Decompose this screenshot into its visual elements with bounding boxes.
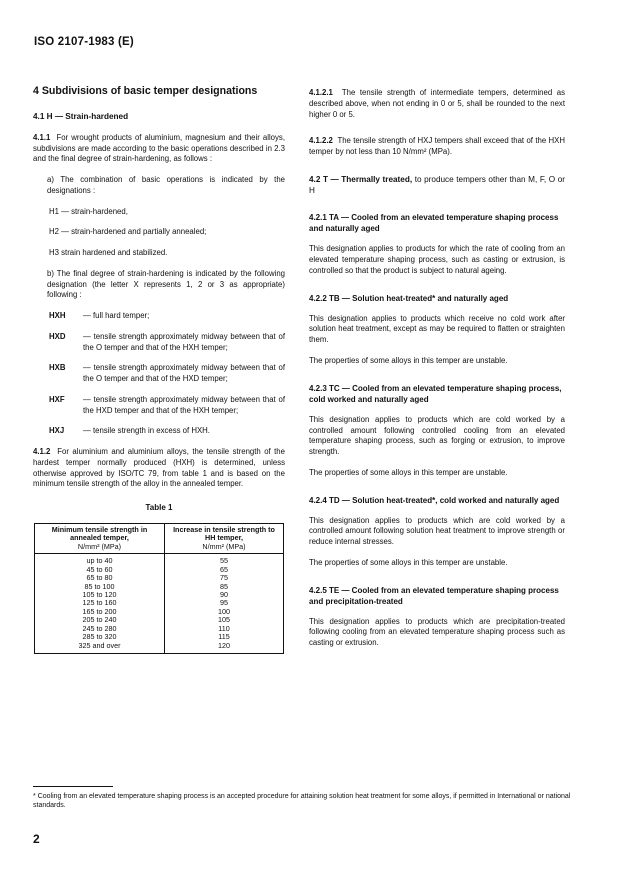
section-number: 4.1.2.1 <box>309 88 333 97</box>
annealed-strength-cell: 325 and over <box>35 642 165 654</box>
header-text: Increase in tensile strength to HH temper, <box>173 525 275 543</box>
section-4-2-3-note: The properties of some alloys in this temper are unstable. <box>309 467 508 477</box>
paragraph-text: The tensile strength of intermediate tempers, determined as described above, when not ending in 0 or 5, shall be rounded to the next higher 0 or 5. <box>309 88 565 119</box>
strength-increase-cell: 105 <box>164 616 283 624</box>
right-column <box>309 88 565 659</box>
section-4-2-4-note: The properties of some alloys in this temper are unstable. <box>309 557 508 567</box>
section-4-2-5-title: 4.2.5 TE — Cooled from an elevated temperature shaping process and precipitation-treated <box>309 585 559 606</box>
strength-increase-cell: 95 <box>164 599 283 607</box>
section-4-2-5-text: This designation applies to products which are precipitation-treated following cooling from an elevated temperature shaping process such as casting or extrusion. <box>309 616 565 648</box>
paragraph-text: For aluminium and aluminium alloys, the tensile strength of the hardest temper normally produced (HXH) is determined, unless otherwise approved by ISO/TC 79, from table 1 and is based on the minimum tensile strength of the alloy in the annealed temper. <box>33 447 285 489</box>
section-number: 4.1.1 <box>33 132 51 142</box>
document-header: ISO 2107-1983 (E) <box>34 36 134 48</box>
strength-increase-cell: 65 <box>164 566 283 574</box>
hx-text: — full hard temper; <box>83 311 150 321</box>
table-row <box>35 574 284 582</box>
strength-increase-cell: 55 <box>164 554 283 566</box>
table-header-cell <box>35 524 165 554</box>
footnote: * Cooling from an elevated temperature shaping process is an accepted procedure for attaining solution heat treatment for some alloys, if permitted in International or national standards. <box>33 793 571 810</box>
paragraph-text: to produce tempers other than M, F, O or H <box>309 174 565 196</box>
page-number: 2 <box>33 832 40 846</box>
footnote-rule <box>33 786 113 787</box>
section-number: 4.1.2.2 <box>309 136 333 146</box>
annealed-strength-cell: 45 to 60 <box>35 566 165 574</box>
tensile-strength-table <box>34 523 284 654</box>
section-number: 4.1.2 <box>33 447 51 457</box>
h2-item: H2 — strain-hardened and partially annealed; <box>49 227 207 237</box>
hx-key: HXB <box>49 363 66 373</box>
hx-item <box>49 426 285 437</box>
hx-key: HXJ <box>49 426 65 436</box>
annealed-strength-cell: 105 to 120 <box>35 591 165 599</box>
section-4-2-2-note: The properties of some alloys in this temper are unstable. <box>309 355 508 365</box>
annealed-strength-cell: 205 to 240 <box>35 616 165 624</box>
section-4-title: 4 Subdivisions of basic temper designations <box>33 85 258 97</box>
table-row <box>35 616 284 624</box>
annealed-strength-cell: up to 40 <box>35 554 165 566</box>
strength-increase-cell: 90 <box>164 591 283 599</box>
strength-increase-cell: 85 <box>164 583 283 591</box>
section-4-1-2-2 <box>309 136 565 158</box>
section-4-1-title: 4.1 H — Strain-hardened <box>33 111 129 121</box>
section-4-2-4-text: This designation applies to products which are cold worked by a controlled amount following solution heat treatment to improve strength or reduce internal stresses. <box>309 515 565 547</box>
section-4-2-1-title: 4.2.1 TA — Cooled from an elevated temperature shaping process and naturally aged <box>309 213 559 234</box>
annealed-strength-cell: 165 to 200 <box>35 608 165 616</box>
strength-increase-cell: 100 <box>164 608 283 616</box>
table-row <box>35 642 284 654</box>
section-4-2-2-text: This designation applies to products which receive no cold work after solution heat treatment, except as may be required to flatten or straighten them. <box>309 313 565 345</box>
paragraph-text: The tensile strength of HXJ tempers shall exceed that of the HXH temper by not less than 10 N/mm² (MPa). <box>309 136 565 156</box>
table-row <box>35 591 284 599</box>
item-a: a) The combination of basic operations is indicated by the designations : <box>47 175 285 195</box>
table-row <box>35 554 284 566</box>
header-unit: N/mm² (MPa) <box>77 541 122 551</box>
section-4-2-1-text: This designation applies to products for which the rate of cooling from an elevated temperature shaping process, such as casting or extrusion, is controlled so that the product is subject to natural ageing. <box>309 244 565 275</box>
annealed-strength-cell: 85 to 100 <box>35 583 165 591</box>
hx-text: — tensile strength approximately midway between that of the O temper and that of the HXD temper; <box>83 363 285 384</box>
table-row <box>35 625 284 633</box>
section-4-1-2-1 <box>309 88 565 120</box>
section-4-2 <box>309 174 565 197</box>
annealed-strength-cell: 245 to 280 <box>35 625 165 633</box>
h1-item: H1 — strain-hardened, <box>49 206 128 216</box>
hx-key: HXD <box>49 331 66 341</box>
hx-item <box>49 395 285 417</box>
header-unit: N/mm² (MPa) <box>202 541 246 551</box>
hx-item <box>49 311 285 322</box>
hx-text: — tensile strength approximately midway between that of the O temper and that of the HXH temper; <box>83 331 285 352</box>
section-4-2-2-title: 4.2.2 TB — Solution heat-treated* and naturally aged <box>309 293 509 303</box>
left-column <box>33 84 285 654</box>
table-row <box>35 608 284 616</box>
h3-item: H3 strain hardened and stabilized. <box>49 248 168 258</box>
strength-increase-cell: 115 <box>164 633 283 641</box>
table-row <box>35 633 284 641</box>
annealed-strength-cell: 125 to 160 <box>35 599 165 607</box>
hx-text: — tensile strength approximately midway between that of the HXD temper and that of the HXH temper; <box>83 394 285 415</box>
header-text: Minimum tensile strength in annealed temper, <box>51 525 148 543</box>
section-4-2-3-title: 4.2.3 TC — Cooled from an elevated temperature shaping process, cold worked and naturally aged <box>309 383 562 404</box>
paragraph-text: For wrought products of aluminium, magnesium and their alloys, subdivisions are made according to the basic operations described in 2.3 and the final degree of strain-hardening, as follows : <box>33 132 285 164</box>
hx-item <box>49 332 285 354</box>
table-row <box>35 566 284 574</box>
table-header-cell <box>164 524 283 554</box>
annealed-strength-cell: 285 to 320 <box>35 633 165 641</box>
hx-item <box>49 363 285 385</box>
strength-increase-cell: 110 <box>164 625 283 633</box>
item-b: b) The final degree of strain-hardening is indicated by the following designation (the letter X represents 1, 2 or 3 as appropriate) following : <box>47 268 285 300</box>
section-heading: 4.2 T — Thermally treated, <box>309 174 413 184</box>
table-row <box>35 583 284 591</box>
hx-key: HXF <box>49 394 65 404</box>
table-row <box>35 599 284 607</box>
section-4-1-1 <box>33 133 285 165</box>
table-caption: Table 1 <box>145 503 173 513</box>
section-4-2-4-title: 4.2.4 TD — Solution heat-treated*, cold worked and naturally aged <box>309 495 560 505</box>
annealed-strength-cell: 65 to 80 <box>35 574 165 582</box>
section-4-2-3-text: This designation applies to products which are cold worked by a controlled amount following controlled cooling from an elevated temperature shaping process, such as forging or extrusion, to improve strength. <box>309 414 565 457</box>
strength-increase-cell: 75 <box>164 574 283 582</box>
section-4-1-2 <box>33 447 285 490</box>
hx-text: — tensile strength in excess of HXH. <box>83 426 210 436</box>
strength-increase-cell: 120 <box>164 642 283 654</box>
hx-key: HXH <box>49 311 66 321</box>
